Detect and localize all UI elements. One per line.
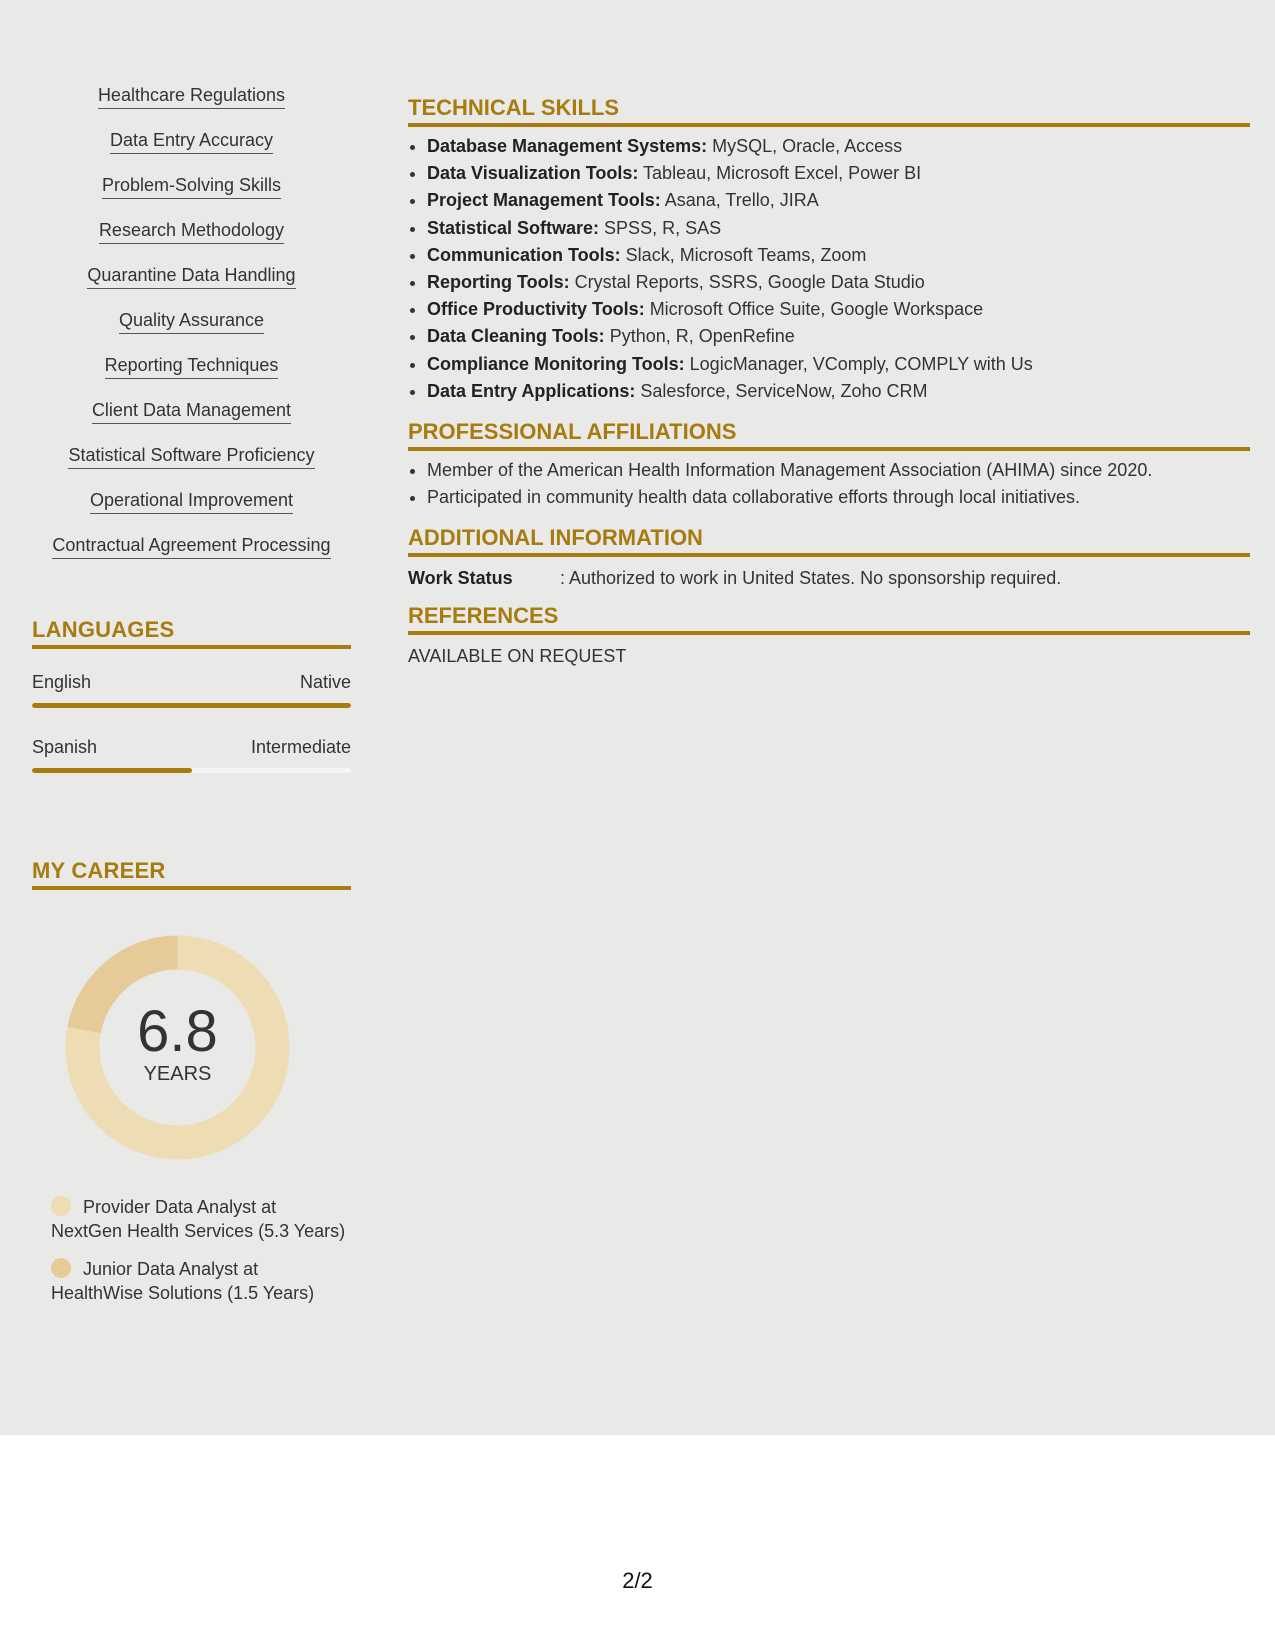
technical-skill-label: Communication Tools:: [427, 244, 621, 265]
technical-skill-item: [427, 296, 1250, 323]
skill-label: Research Methodology: [99, 219, 284, 244]
legend-swatch: [51, 1258, 71, 1278]
skill-item: [32, 489, 351, 534]
languages-section: [32, 617, 351, 773]
donut-center: [65, 935, 290, 1160]
legend-label: Junior Data Analyst at HealthWise Solutions (1.5 Years): [51, 1259, 315, 1303]
skill-label: Data Entry Accuracy: [110, 129, 273, 154]
skill-item: [32, 534, 351, 579]
languages-title: LANGUAGES: [32, 617, 351, 649]
technical-skill-value: Salesforce, ServiceNow, Zoho CRM: [635, 380, 928, 401]
technical-skill-value: Python, R, OpenRefine: [604, 326, 795, 347]
skill-label: Quarantine Data Handling: [87, 264, 295, 289]
language-name: Spanish: [32, 737, 98, 757]
career-title: MY CAREER: [32, 858, 351, 890]
legend-item: [51, 1195, 351, 1243]
skill-label: Healthcare Regulations: [98, 84, 285, 109]
skill-label: Quality Assurance: [119, 309, 264, 334]
legend-label: Provider Data Analyst at NextGen Health Services (5.3 Years): [51, 1197, 346, 1241]
career-years-unit: YEARS: [143, 1062, 212, 1085]
technical-skill-label: Office Productivity Tools:: [427, 299, 645, 320]
technical-skill-value: LogicManager, VComply, COMPLY with Us: [684, 353, 1033, 374]
language-row: [32, 671, 351, 693]
technical-skill-value: SPSS, R, SAS: [599, 217, 722, 238]
page-number: 2/2: [622, 1568, 653, 1593]
references-text: AVAILABLE ON REQUEST: [408, 646, 627, 667]
skill-label: Reporting Techniques: [105, 354, 279, 379]
skill-item: [32, 444, 351, 489]
references-title: REFERENCES: [408, 603, 1250, 635]
technical-skill-value: Slack, Microsoft Teams, Zoom: [620, 244, 867, 265]
technical-skill-item: [427, 242, 1250, 269]
technical-skill-item: [427, 187, 1250, 214]
career-donut-chart: [65, 935, 290, 1160]
language-name: English: [32, 672, 92, 692]
technical-skill-value: Microsoft Office Suite, Google Workspace: [644, 299, 984, 320]
language-row: [32, 736, 351, 758]
technical-skill-label: Project Management Tools:: [427, 190, 661, 211]
skill-label: Statistical Software Proficiency: [68, 444, 314, 469]
technical-skill-label: Statistical Software:: [427, 217, 600, 238]
technical-skill-item: [427, 133, 1250, 160]
technical-skill-item: [427, 269, 1250, 296]
skill-label: Operational Improvement: [90, 489, 293, 514]
career-section: [32, 858, 351, 1303]
technical-skills-list: [408, 133, 1250, 405]
legend-swatch: [51, 1196, 71, 1216]
skill-item: [32, 354, 351, 399]
skill-label: Contractual Agreement Processing: [52, 534, 330, 559]
technical-skill-value: Tableau, Microsoft Excel, Power BI: [638, 163, 922, 184]
skill-item: [32, 264, 351, 309]
skill-label: Problem-Solving Skills: [102, 174, 281, 199]
technical-skill-value: Crystal Reports, SSRS, Google Data Studio: [569, 272, 925, 293]
technical-skill-item: [427, 215, 1250, 242]
work-status-row: [408, 567, 1250, 589]
work-status-value: : Authorized to work in United States. No sponsorship required.: [560, 568, 1062, 589]
technical-skill-label: Data Visualization Tools:: [427, 163, 639, 184]
affiliation-item: • Participated in community health data collaborative efforts through local initiatives.: [427, 484, 1250, 511]
technical-skill-value: MySQL, Oracle, Access: [707, 136, 903, 156]
affiliations-list: [408, 457, 1250, 511]
language-bar-fill: [32, 768, 192, 773]
skill-item: [32, 399, 351, 444]
technical-skill-label: Reporting Tools:: [427, 272, 570, 293]
technical-skill-item: [427, 160, 1250, 187]
language-bar: [32, 703, 351, 708]
technical-skill-label: Compliance Monitoring Tools:: [427, 353, 685, 374]
career-total-years: 6.8: [137, 998, 218, 1064]
technical-skill-label: Data Cleaning Tools:: [427, 326, 605, 347]
work-status-label: Work Status: [408, 568, 513, 589]
language-bar: [32, 768, 351, 773]
affiliations-title: PROFESSIONAL AFFILIATIONS: [408, 419, 1250, 451]
affiliation-item: • Member of the American Health Information Management Association (AHIMA) since 2020.: [427, 457, 1250, 484]
technical-skill-item: [427, 323, 1250, 350]
additional-info-title: ADDITIONAL INFORMATION: [408, 525, 1250, 557]
skill-item: [32, 309, 351, 354]
technical-skill-item: [427, 378, 1250, 405]
main-column: [408, 95, 1250, 667]
skill-item: [32, 174, 351, 219]
language-bar-fill: [32, 703, 351, 708]
skill-item: [32, 84, 351, 129]
skills-list: [32, 84, 351, 579]
technical-skill-label: Database Management Systems:: [427, 136, 708, 156]
skills-column: [32, 84, 351, 579]
skill-item: [32, 219, 351, 264]
career-legend: [51, 1195, 351, 1319]
legend-item: [51, 1257, 351, 1305]
language-level: Native: [299, 672, 351, 692]
technical-skills-title: TECHNICAL SKILLS: [408, 95, 1250, 127]
skill-label: Client Data Management: [92, 399, 291, 424]
language-level: Intermediate: [250, 737, 351, 757]
skill-item: [32, 129, 351, 174]
technical-skill-value: Asana, Trello, JIRA: [660, 190, 819, 211]
technical-skill-item: [427, 351, 1250, 378]
technical-skill-label: Data Entry Applications:: [427, 380, 636, 401]
